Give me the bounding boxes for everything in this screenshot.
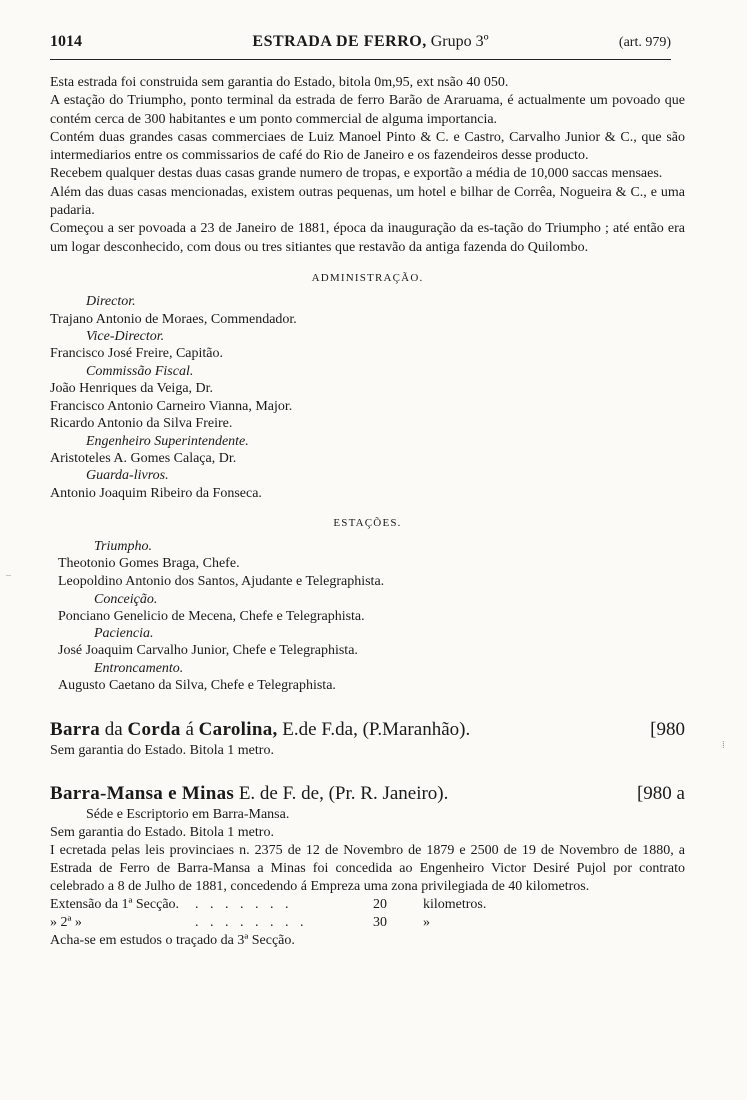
entry-barra-mansa — [50, 782, 685, 950]
margin-mark: – — [6, 570, 11, 581]
extension-value: 30 — [373, 915, 387, 931]
entry-text: Séde e Escriptorio em Barra-Mansa. — [86, 807, 290, 823]
extension-row — [50, 896, 685, 914]
station-staff: Ponciano Genelicio de Mecena, Chefe e Telegraphista. — [58, 608, 365, 624]
extension-row — [50, 914, 685, 932]
entry-title-rest: E. de F. de, (Pr. R. Janeiro). — [234, 783, 449, 805]
entry-text: I ecretada pelas leis provinciaes n. 2375 de 12 de Novembro de 1879 e 2500 de 19 de Novembro de 1880, a Estrada de Ferro de Barra-Mansa a Minas foi concedida ao Engenheiro Victor Desiré Pujol por contrato celebrado a 8 de Julho de 1881, concedendo á Empreza uma zona privilegiada de 40 kilometros. — [50, 843, 685, 895]
person-name: Ricardo Antonio da Silva Freire. — [50, 416, 233, 432]
running-title-group: Grupo 3º — [430, 33, 489, 50]
extension-label: » 2ª » — [50, 915, 82, 931]
station-name: Conceição. — [94, 591, 158, 607]
page-number: 1014 — [50, 33, 82, 50]
entry-text: Sem garantia do Estado. Bitola 1 metro. — [50, 825, 274, 841]
administracao-list — [50, 293, 685, 502]
entry-title-plain: á — [180, 719, 199, 741]
paragraph: Além das duas casas mencionadas, existem outras pequenas, um hotel e bilhar de Corrêa, Nogueira & C., e uma padaria. — [50, 184, 685, 219]
extension-dots: . . . . . . . . — [195, 915, 308, 931]
entry-title-bold: Barra-Mansa e Minas — [50, 783, 235, 805]
description-paragraphs — [50, 74, 685, 257]
extension-label: Extensão da 1ª Secção. — [50, 897, 180, 913]
entry-title — [50, 718, 644, 742]
entry-title-bold: Barra — [50, 719, 101, 741]
entry-title-bold: Carolina, — [198, 719, 278, 741]
entry-title-rest: E.de F.da, (P.Maranhão). — [277, 719, 471, 741]
person-name: Trajano Antonio de Moraes, Commendador. — [50, 311, 297, 327]
station-staff: Theotonio Gomes Braga, Chefe. — [58, 556, 240, 572]
header-rule — [50, 59, 671, 60]
role-title: Vice-Director. — [86, 329, 165, 345]
station-staff: José Joaquim Carvalho Junior, Chefe e Telegraphista. — [58, 643, 358, 659]
role-title: Guarda-livros. — [86, 468, 169, 484]
paragraph: Recebem qualquer destas duas casas grande numero de tropas, e exportão a média de 10,000 saccas mensaes. — [50, 166, 663, 182]
station-staff: Leopoldino Antonio dos Santos, Ajudante e Telegraphista. — [58, 574, 385, 590]
entry-barra-da-corda — [50, 718, 685, 760]
entry-title-bold: Corda — [127, 719, 181, 741]
margin-mark: ⁞ — [722, 740, 725, 751]
extension-dots: . . . . . . . — [195, 897, 293, 913]
paragraph: Contém duas grandes casas commerciaes de Luiz Manoel Pinto & C. e Castro, Carvalho Junior & C., que são intermediarios entre os commissarios de café do Rio de Janeiro e os fazendeiros desse producto. — [50, 129, 685, 164]
administracao-heading: ADMINISTRAÇÃO. — [311, 271, 424, 284]
article-number: (art. 979) — [618, 35, 671, 50]
role-title: Engenheiro Superintendente. — [86, 433, 249, 449]
entry-heading — [50, 718, 685, 742]
station-name: Entroncamento. — [94, 660, 184, 676]
extension-unit: kilometros. — [423, 897, 487, 913]
station-name: Triumpho. — [94, 539, 152, 555]
entry-text: Acha-se em estudos o traçado da 3ª Secção. — [50, 933, 295, 949]
station-staff: Augusto Caetano da Silva, Chefe e Telegraphista. — [58, 677, 336, 693]
entry-number: [980 — [650, 719, 685, 741]
entry-heading — [50, 782, 685, 806]
extension-unit: » — [423, 915, 430, 931]
entry-title-plain: da — [100, 719, 128, 741]
running-title — [170, 33, 571, 51]
running-title-bold: ESTRADA DE FERRO, — [252, 33, 427, 50]
paragraph: Começou a ser povoada a 23 de Janeiro de 1881, época da inauguração da es-tação do Triumpho ; até então era um logar desconhecido, com dous ou tres sitiantes que restavão da antiga fazenda do Quilombo. — [50, 221, 685, 255]
entry-title — [50, 782, 631, 806]
person-name: Aristoteles A. Gomes Calaça, Dr. — [50, 450, 237, 466]
person-name: Francisco Antonio Carneiro Vianna, Major. — [50, 398, 293, 414]
person-name: João Henriques da Veiga, Dr. — [50, 381, 214, 397]
page-header — [50, 33, 671, 57]
role-title: Director. — [86, 294, 136, 310]
extension-value: 20 — [373, 897, 387, 913]
estacoes-list — [50, 538, 685, 694]
entry-number: [980 a — [636, 783, 685, 805]
paragraph: A estação do Triumpho, ponto terminal da estrada de ferro Barão de Araruama, é actualmente um povoado que contém cerca de 300 habitantes e um ponto commercial de alguma importancia. — [50, 93, 685, 127]
estacoes-heading: ESTAÇÕES. — [333, 517, 402, 530]
person-name: Francisco José Freire, Capitão. — [50, 346, 224, 362]
entry-text: Sem garantia do Estado. Bitola 1 metro. — [50, 743, 274, 759]
person-name: Antonio Joaquim Ribeiro da Fonseca. — [50, 485, 262, 501]
role-title: Commissão Fiscal. — [86, 363, 194, 379]
page-body — [50, 74, 685, 950]
paragraph: Esta estrada foi construida sem garantia do Estado, bitola 0m,95, ext nsão 40 050. — [50, 75, 509, 90]
station-name: Paciencia. — [94, 626, 154, 642]
